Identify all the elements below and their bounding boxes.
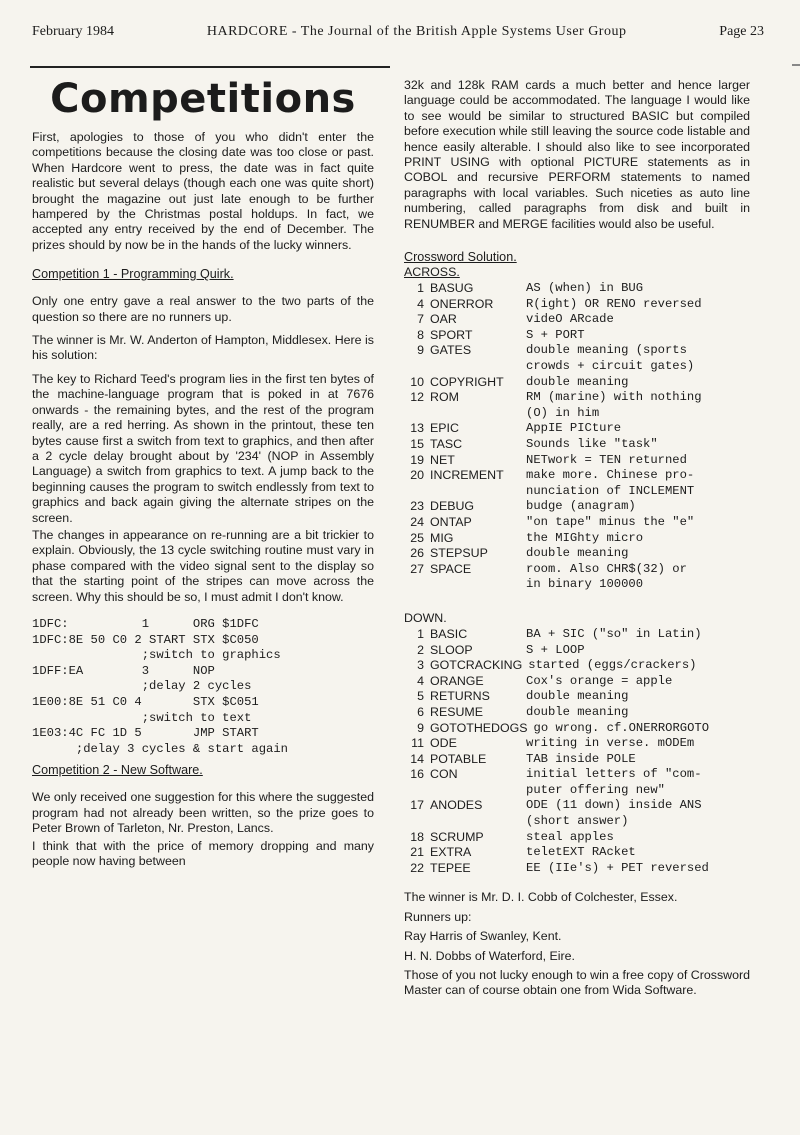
- clue-explanation: Sounds like "task": [526, 437, 658, 451]
- comp1-paragraph-4: The changes in appearance on re-running are a bit trickier to explain. Obviously, the 13 cycle switching routine must vary in phase compared with the video signal sent to the display so that the starting point of the stripes can move across the screen. Why this should be so, I must admit I don't know.: [32, 527, 374, 604]
- across-clue-row: [404, 421, 750, 437]
- clue-answer: [430, 814, 526, 830]
- clue-number: 10: [410, 374, 424, 389]
- across-clue-row: [404, 406, 750, 422]
- clue-answer: ANODES: [430, 798, 483, 813]
- clue-explanation: steal apples: [526, 829, 614, 844]
- clue-explanation: double meaning (sports: [526, 343, 687, 358]
- clue-number: 27: [410, 561, 424, 576]
- clue-number: [404, 359, 430, 375]
- clue-answer: [430, 406, 526, 422]
- down-label: DOWN.: [404, 610, 447, 625]
- across-clue-row: [404, 312, 750, 328]
- comp2-heading: Competition 2 - New Software.: [32, 763, 203, 778]
- clue-explanation: double meaning: [526, 689, 629, 704]
- down-clue-row: [404, 658, 750, 674]
- across-label: ACROSS.: [404, 265, 460, 280]
- clue-number: [404, 406, 430, 422]
- across-clue-row: [404, 484, 750, 500]
- clue-explanation: Cox's orange = apple: [526, 673, 673, 688]
- down-clue-row: [404, 798, 750, 814]
- clue-number: 9: [417, 720, 424, 735]
- clue-number: 8: [417, 327, 424, 342]
- clue-answer: [430, 484, 526, 500]
- across-clue-row: [404, 328, 750, 344]
- clue-explanation: BA + SIC ("so" in Latin): [526, 626, 702, 641]
- page-title: Competitions: [50, 76, 356, 122]
- across-clue-row: [404, 531, 750, 547]
- clue-number: 5: [417, 689, 424, 704]
- across-clue-row: [404, 468, 750, 484]
- clue-answer: CON: [430, 767, 458, 782]
- across-clue-row: [404, 281, 750, 297]
- clue-number: [404, 484, 430, 500]
- across-clue-row: [404, 437, 750, 453]
- clue-answer: SPORT: [430, 327, 473, 342]
- clue-explanation: puter offering new": [526, 782, 665, 797]
- clue-number: 17: [410, 798, 424, 813]
- clue-number: 16: [410, 767, 424, 782]
- clue-explanation: double meaning: [526, 546, 629, 561]
- clue-answer: POTABLE: [430, 751, 487, 766]
- comp2-paragraph-2: I think that with the price of memory dropping and many people now having between: [32, 838, 374, 868]
- clue-number: 3: [417, 658, 424, 673]
- clue-number: [404, 783, 430, 799]
- down-clue-row: [404, 767, 750, 783]
- down-clue-row: [404, 861, 750, 877]
- clue-answer: STEPSUP: [430, 546, 488, 561]
- clue-number: 12: [410, 390, 424, 405]
- assembly-listing: 1DFC: 1 ORG $1DFC 1DFC:8E 50 C0 2 START STX $C050 ;switch to graphics 1DFF:EA 3 NOP ;delay 2 cycles 1E00:8E 51 C0 4 STX $C051 ;switch to text 1E03:4C FC 1D 5 JMP START ;delay 3 cycles & start again: [32, 616, 288, 756]
- clue-explanation: teletEXT RAcket: [526, 845, 636, 860]
- comp2-paragraph-3: 32k and 128k RAM cards a much better and hence larger language could be accommodated. The language I would like to see would be similar to structured BASIC but compiled before execution while still leaving the source code listable and hence easily alterable. I should also like to see incorporated PRINT USING with optional PICTURE statements as in COBOL and recursive PERFORM statements to named paragraphs with local variables. Such niceties as auto line numbering, called paragraphs from disk and built in RENUMBER and MERGE facilities would also be useful.: [404, 78, 750, 231]
- comp1-heading: Competition 1 - Programming Quirk.: [32, 267, 234, 282]
- issue-date: February 1984: [32, 24, 115, 39]
- clue-answer: DEBUG: [430, 499, 475, 514]
- clue-answer: GOTOTHEDOGS: [430, 720, 528, 735]
- clue-explanation: R(ight) OR RENO reversed: [526, 296, 702, 311]
- down-clue-row: [404, 752, 750, 768]
- comp1-paragraph-1: Only one entry gave a real answer to the two parts of the question so there are no runners up.: [32, 294, 374, 324]
- across-clue-row: [404, 577, 750, 593]
- clue-answer: NET: [430, 452, 455, 467]
- runners-up-label: Runners up:: [404, 909, 472, 924]
- clue-answer: SCRUMP: [430, 829, 484, 844]
- clue-number: 23: [410, 499, 424, 514]
- clue-answer: GATES: [430, 343, 472, 358]
- clue-explanation: double meaning: [526, 374, 629, 389]
- across-clue-row: [404, 343, 750, 359]
- clue-answer: TEPEE: [430, 860, 471, 875]
- down-clue-row: [404, 643, 750, 659]
- page-header: [32, 24, 764, 40]
- clue-explanation: AppIE PICture: [526, 421, 622, 436]
- clue-explanation: EE (IIe's) + PET reversed: [526, 860, 709, 875]
- down-clue-row: [404, 830, 750, 846]
- across-clue-row: [404, 499, 750, 515]
- clue-number: 1: [417, 626, 424, 641]
- clue-answer: OAR: [430, 312, 457, 327]
- right-column: [404, 78, 750, 1003]
- clue-number: 7: [417, 312, 424, 327]
- clue-answer: COPYRIGHT: [430, 374, 504, 389]
- across-clue-row: [404, 453, 750, 469]
- clue-answer: ONTAP: [430, 514, 472, 529]
- down-clue-row: [404, 627, 750, 643]
- clue-explanation: double meaning: [526, 704, 629, 719]
- down-clue-row: [404, 674, 750, 690]
- clue-answer: RETURNS: [430, 689, 490, 704]
- intro-paragraph: First, apologies to those of you who didn't enter the competitions because the closing date was too close or past. When Hardcore went to press, the date was in fact quite realistic but several delays (though each one was quite short) brought the magazine out just late enough to be further hampered by the Christmas postal holdups. In fact, we accepted any entry received by the end of December. The prizes should by now be in the hands of the lucky winners.: [32, 130, 374, 252]
- clue-number: [404, 814, 430, 830]
- clue-explanation: budge (anagram): [526, 499, 636, 514]
- clue-answer: SLOOP: [430, 642, 473, 657]
- across-clue-row: [404, 390, 750, 406]
- down-clue-row: [404, 689, 750, 705]
- clue-explanation: "on tape" minus the "e": [526, 514, 695, 529]
- clue-explanation: started (eggs/crackers): [528, 658, 697, 673]
- clue-number: 2: [417, 642, 424, 657]
- clue-explanation: initial letters of "com-: [526, 767, 702, 782]
- clue-explanation: room. Also CHR$(32) or: [526, 561, 687, 576]
- clue-explanation: go wrong. cf.ONERRORGOTO: [533, 720, 710, 735]
- crossword-winner: The winner is Mr. D. I. Cobb of Colchester, Essex.: [404, 890, 678, 905]
- clue-answer: [430, 783, 526, 799]
- clue-answer: EXTRA: [430, 845, 472, 860]
- comp1-paragraph-2: The winner is Mr. W. Anderton of Hampton, Middlesex. Here is his solution:: [32, 333, 374, 363]
- clue-explanation: S + LOOP: [526, 642, 585, 657]
- clue-number: 14: [410, 751, 424, 766]
- across-clue-row: [404, 375, 750, 391]
- across-clue-row: [404, 515, 750, 531]
- across-clue-list: [404, 281, 750, 593]
- comp1-paragraph-3: The key to Richard Teed's program lies in the first ten bytes of the machine-language program that is poked in at 7676 onwards - the remaining bytes, and the rest of the program really, are a red herring. As shown in the printout, these ten bytes cause first a switch from text to graphics, and then after a 2 cycle delay brought about by '234' (NOP in Assembly Language) a switch from graphics to text. A jump back to the beginning causes the program to switch endlessly from text to graphics and back again giving the alternate stripes on the screen.: [32, 371, 374, 525]
- clue-number: 15: [410, 437, 424, 451]
- clue-answer: EPIC: [430, 421, 459, 436]
- clue-explanation: TAB inside POLE: [526, 751, 636, 766]
- runner-up-1: Ray Harris of Swanley, Kent.: [404, 929, 562, 944]
- left-column: [32, 72, 374, 877]
- clue-answer: [430, 359, 526, 375]
- clue-number: 13: [410, 421, 424, 436]
- page-number: Page 23: [719, 24, 764, 39]
- closing-note: Those of you not lucky enough to win a free copy of Crossword Master can of course obtain one from Wida Software.: [404, 968, 750, 998]
- clue-explanation: NETwork = TEN returned: [526, 452, 687, 467]
- clue-number: 4: [417, 673, 424, 688]
- clue-answer: BASIC: [430, 626, 468, 641]
- clue-number: 4: [417, 296, 424, 311]
- down-clue-row: [404, 845, 750, 861]
- down-clue-row: [404, 736, 750, 752]
- clue-explanation: writing in verse. mODEm: [526, 736, 695, 751]
- clue-answer: SPACE: [430, 561, 472, 576]
- across-clue-row: [404, 546, 750, 562]
- clue-answer: BASUG: [430, 281, 474, 296]
- clue-explanation: (short answer): [526, 814, 629, 829]
- clue-explanation: (O) in him: [526, 405, 600, 420]
- down-clue-row: [404, 783, 750, 799]
- across-clue-row: [404, 297, 750, 313]
- clue-answer: RESUME: [430, 704, 484, 719]
- clue-explanation: the MIGhty micro: [526, 530, 644, 545]
- crossword-results: [404, 890, 750, 998]
- clue-number: 9: [417, 343, 424, 358]
- clue-explanation: videO ARcade: [526, 312, 614, 327]
- clue-answer: GOTCRACKING: [430, 658, 523, 673]
- clue-answer: ODE: [430, 736, 457, 751]
- clue-explanation: in binary 100000: [526, 577, 644, 592]
- clue-number: 18: [410, 829, 424, 844]
- clue-number: 22: [410, 860, 424, 875]
- down-clue-list: [404, 627, 750, 877]
- clue-explanation: ODE (11 down) inside ANS: [526, 798, 702, 813]
- clue-answer: TASC: [430, 437, 463, 451]
- clue-answer: MIG: [430, 530, 454, 545]
- across-clue-row: [404, 359, 750, 375]
- clue-explanation: S + PORT: [526, 327, 585, 342]
- clue-number: 25: [410, 530, 424, 545]
- clue-number: 20: [410, 468, 424, 483]
- title-rule: [30, 66, 390, 68]
- clue-answer: ORANGE: [430, 673, 484, 688]
- clue-number: [404, 577, 430, 593]
- clue-answer: INCREMENT: [430, 468, 504, 483]
- clue-explanation: make more. Chinese pro-: [526, 468, 695, 483]
- clue-number: 11: [411, 736, 424, 751]
- clue-explanation: crowds + circuit gates): [526, 359, 695, 374]
- clue-explanation: AS (when) in BUG: [526, 281, 644, 296]
- across-clue-row: [404, 562, 750, 578]
- edge-mark: [792, 64, 800, 66]
- clue-answer: ONERROR: [430, 296, 494, 311]
- clue-number: 21: [410, 845, 424, 860]
- clue-number: 26: [410, 546, 424, 561]
- down-clue-row: [404, 721, 750, 737]
- runner-up-2: H. N. Dobbs of Waterford, Eire.: [404, 948, 576, 963]
- clue-number: 1: [417, 281, 424, 296]
- journal-title: HARDCORE - The Journal of the British Apple Systems User Group: [206, 24, 627, 39]
- down-clue-row: [404, 705, 750, 721]
- clue-answer: ROM: [430, 390, 459, 405]
- clue-number: 6: [417, 704, 424, 719]
- down-clue-row: [404, 814, 750, 830]
- clue-number: 24: [410, 514, 424, 529]
- crossword-heading: Crossword Solution.: [404, 250, 517, 265]
- clue-explanation: nunciation of INCLEMENT: [526, 483, 695, 498]
- clue-answer: [430, 577, 526, 593]
- comp2-paragraph-1: We only received one suggestion for this where the suggested program had not already been written, so the prize goes to Peter Brown of Tarleton, Nr. Preston, Lancs.: [32, 790, 374, 836]
- clue-number: 19: [410, 452, 424, 467]
- clue-explanation: RM (marine) with nothing: [526, 390, 702, 405]
